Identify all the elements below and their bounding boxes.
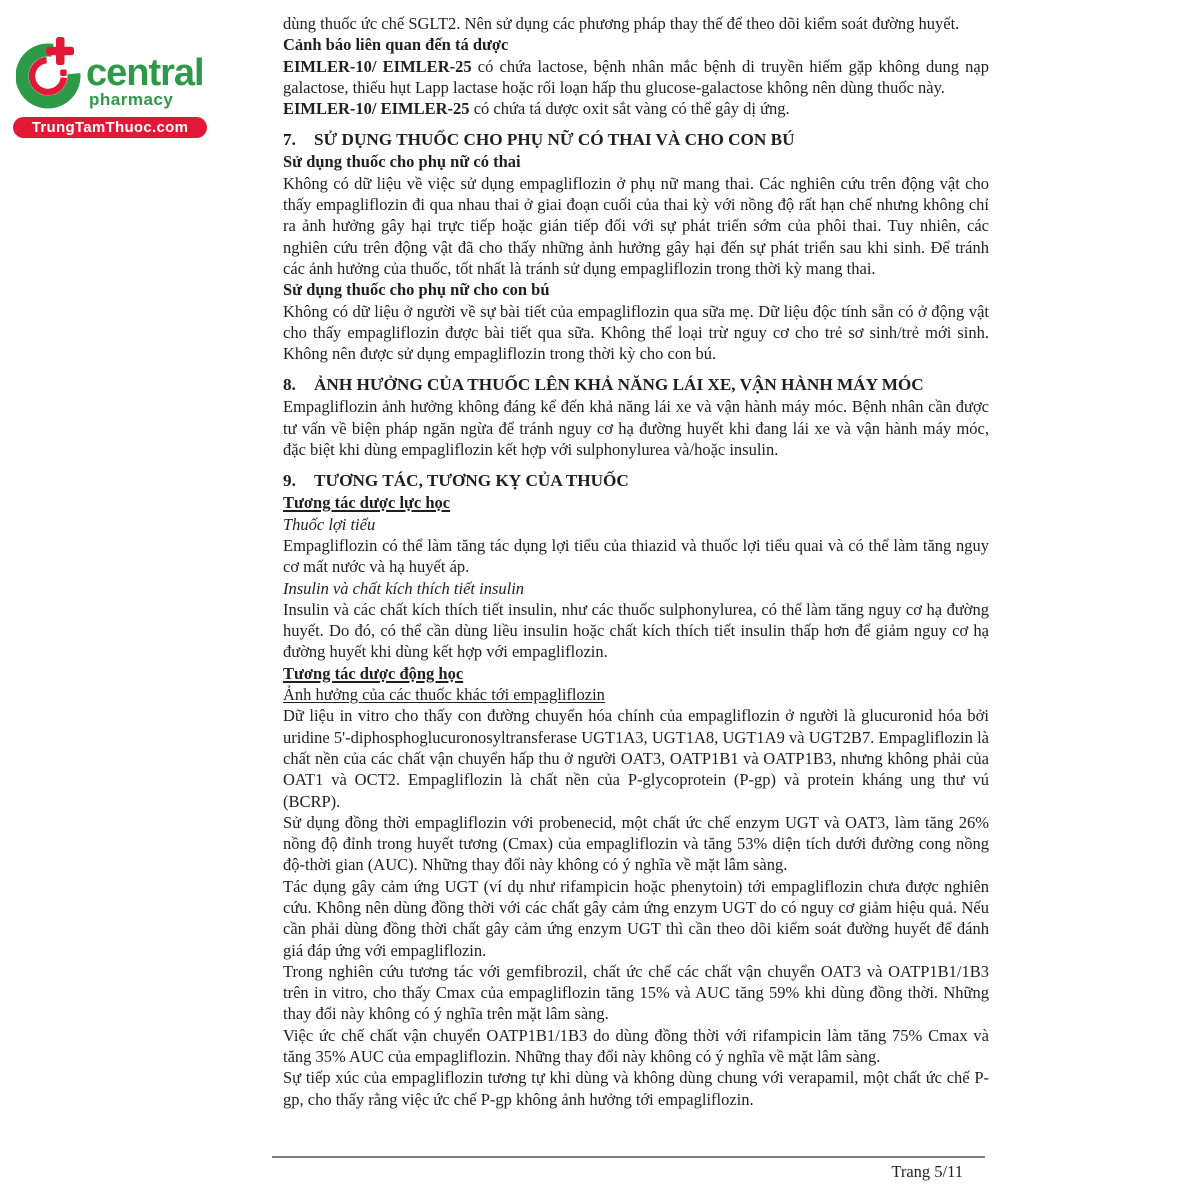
section-title: SỬ DỤNG THUỐC CHO PHỤ NỮ CÓ THAI VÀ CHO CON BÚ (314, 130, 795, 150)
section-number: 8. (283, 375, 296, 395)
section-heading (283, 374, 989, 396)
subheading: Sử dụng thuốc cho phụ nữ có thai (283, 152, 521, 172)
paragraph: Empagliflozin ảnh hưởng không đáng kể đến khả năng lái xe và vận hành máy móc. Bệnh nhân cần được tư vấn về biện pháp ngăn ngừa để tránh nguy cơ hạ đường huyết khi đang lái xe và vận hành máy móc, đặc biệt khi dùng empagliflozin kết hợp với sulphonylurea và/hoặc insulin. (283, 397, 989, 460)
paragraph-text: có chứa lactose, bệnh nhân mắc bệnh di truyền hiếm gặp không dung nạp galactose, thiếu hụt Lapp lactase hoặc rối loạn hấp thu glucose-galactose không nên dùng thuốc này. (283, 56, 989, 97)
paragraph: Trong nghiên cứu tương tác với gemfibrozil, chất ức chế các chất vận chuyển OAT3 và OATP1B1/1B3 trên in vitro, cho thấy Cmax của empagliflozin tăng 15% và AUC tăng 59% khi dùng đồng thời. Những thay đổi này không có ý nghĩa trên mặt lâm sàng. (283, 961, 989, 1024)
paragraph: Insulin và các chất kích thích tiết insulin, như các thuốc sulphonylurea, có thể làm tăng nguy cơ hạ đường huyết. Do đó, có thể cần dùng liều insulin hoặc chất kích thích tiết insulin thấp hơn để giảm nguy cơ hạ đường huyết khi dùng kết hợp với empagliflozin. (283, 599, 989, 662)
footer-divider (272, 1156, 985, 1158)
subheading-italic: Insulin và chất kích thích tiết insulin (283, 578, 525, 598)
section-number: 7. (283, 130, 296, 150)
section-heading (283, 470, 989, 492)
subheading-underlined: Tương tác dược lực học (283, 493, 451, 513)
subheading: Cảnh báo liên quan đến tá dược (283, 35, 509, 55)
paragraph (283, 98, 989, 119)
paragraph: Không có dữ liệu ở người về sự bài tiết của empagliflozin qua sữa mẹ. Dữ liệu độc tính sẵn có ở động vật cho thấy empagliflozin được bài tiết qua sữa. Không thể loại trừ nguy cơ cho trẻ sơ sinh/trẻ mới sinh. Không nên được sử dụng empagliflozin trong thời kỳ cho con bú. (283, 301, 989, 364)
paragraph: Dữ liệu in vitro cho thấy con đường chuyển hóa chính của empagliflozin ở người là glucuronid hóa bởi uridine 5'-diphosphoglucuronosyltransferase UGT1A3, UGT1A8, UGT1A9 và UGT2B7. Empagliflozin là chất nền của các chất vận chuyển hấp thu ở người OAT3, OATP1B1 và OATP1B3, nhưng không phải của OAT1 và OCT2. Empagliflozin là chất nền của P-glycoprotein (P-gp) và protein kháng ung thư vú (BCRP). (283, 706, 989, 811)
paragraph-text: có chứa tá dược oxit sắt vàng có thể gây dị ứng. (469, 99, 790, 119)
logo-brand-text: central (86, 52, 204, 94)
section-heading (283, 129, 989, 151)
section-number: 9. (283, 471, 296, 491)
drug-name: EIMLER-10/ EIMLER-25 (283, 99, 470, 119)
paragraph: Empagliflozin có thể làm tăng tác dụng lợi tiểu của thiazid và thuốc lợi tiểu quai và có thể làm tăng nguy cơ mất nước và hạ huyết áp. (283, 535, 989, 577)
paragraph: Sử dụng đồng thời empagliflozin với probenecid, một chất ức chế enzym UGT và OAT3, làm tăng 26% nồng độ đỉnh trong huyết tương (Cmax) của empagliflozin và tăng 53% diện tích dưới đường cong nồng độ-thời gian (AUC). Những thay đổi này không có ý nghĩa về mặt lâm sàng. (283, 812, 989, 875)
paragraph: Không có dữ liệu về việc sử dụng empagliflozin ở phụ nữ mang thai. Các nghiên cứu trên động vật cho thấy empagliflozin đi qua nhau thai ở giai đoạn cuối của thai kỳ với nồng độ rất hạn chế nhưng không chỉ ra ảnh hưởng gây hại trực tiếp hoặc gián tiếp đối với sự phát triển sớm của phôi thai. Tuy nhiên, các nghiên cứu trên động vật đã cho thấy những ảnh hưởng gây hại đến sự phát triển sau khi sinh. Để tránh các ảnh hưởng của thuốc, tốt nhất là tránh sử dụng empagliflozin trong thời kỳ mang thai. (283, 173, 989, 278)
paragraph: dùng thuốc ức chế SGLT2. Nên sử dụng các phương pháp thay thế để theo dõi kiểm soát đường huyết. (283, 14, 960, 33)
subheading-underlined: Tương tác dược động học (283, 663, 464, 683)
paragraph (283, 56, 989, 99)
document-body (283, 13, 989, 1110)
subheading-underlined: Ảnh hưởng của các thuốc khác tới empagliflozin (283, 685, 605, 705)
subheading: Sử dụng thuốc cho phụ nữ cho con bú (283, 280, 550, 300)
paragraph: Sự tiếp xúc của empagliflozin tương tự khi dùng và không dùng chung với verapamil, một chất ức chế P-gp, cho thấy rằng việc ức chế P-gp không ảnh hưởng tới empagliflozin. (283, 1068, 989, 1109)
paragraph: Việc ức chế chất vận chuyển OATP1B1/1B3 do dùng đồng thời với rifampicin làm tăng 75% Cmax và tăng 35% AUC của empagliflozin. Những thay đổi này không có ý nghĩa về mặt lâm sàng. (283, 1025, 989, 1067)
central-pharmacy-logo (13, 30, 213, 140)
section-title: ẢNH HƯỞNG CỦA THUỐC LÊN KHẢ NĂNG LÁI XE, VẬN HÀNH MÁY MÓC (314, 375, 924, 395)
central-pharmacy-logo-icon (16, 32, 86, 112)
subheading-italic: Thuốc lợi tiểu (283, 514, 376, 534)
trungtamthuoc-badge-label: TrungTamThuoc.com (31, 119, 189, 136)
paragraph: Tác dụng gây cảm ứng UGT (ví dụ như rifampicin hoặc phenytoin) tới empagliflozin chưa được nghiên cứu. Không nên dùng đồng thời với các chất gây cảm ứng enzym UGT do có nguy cơ giảm hiệu quả. Nếu cần phải dùng đồng thời chất gây cảm ứng enzym UGT thì cần theo dõi kiểm soát đường huyết để đánh giá đáp ứng với empagliflozin. (283, 876, 989, 960)
section-title: TƯƠNG TÁC, TƯƠNG KỴ CỦA THUỐC (314, 471, 629, 491)
drug-name: EIMLER-10/ EIMLER-25 (283, 56, 472, 76)
page-number: Trang 5/11 (891, 1162, 963, 1181)
trungtamthuoc-badge (13, 117, 207, 138)
logo-tagline-text: pharmacy (89, 90, 174, 109)
